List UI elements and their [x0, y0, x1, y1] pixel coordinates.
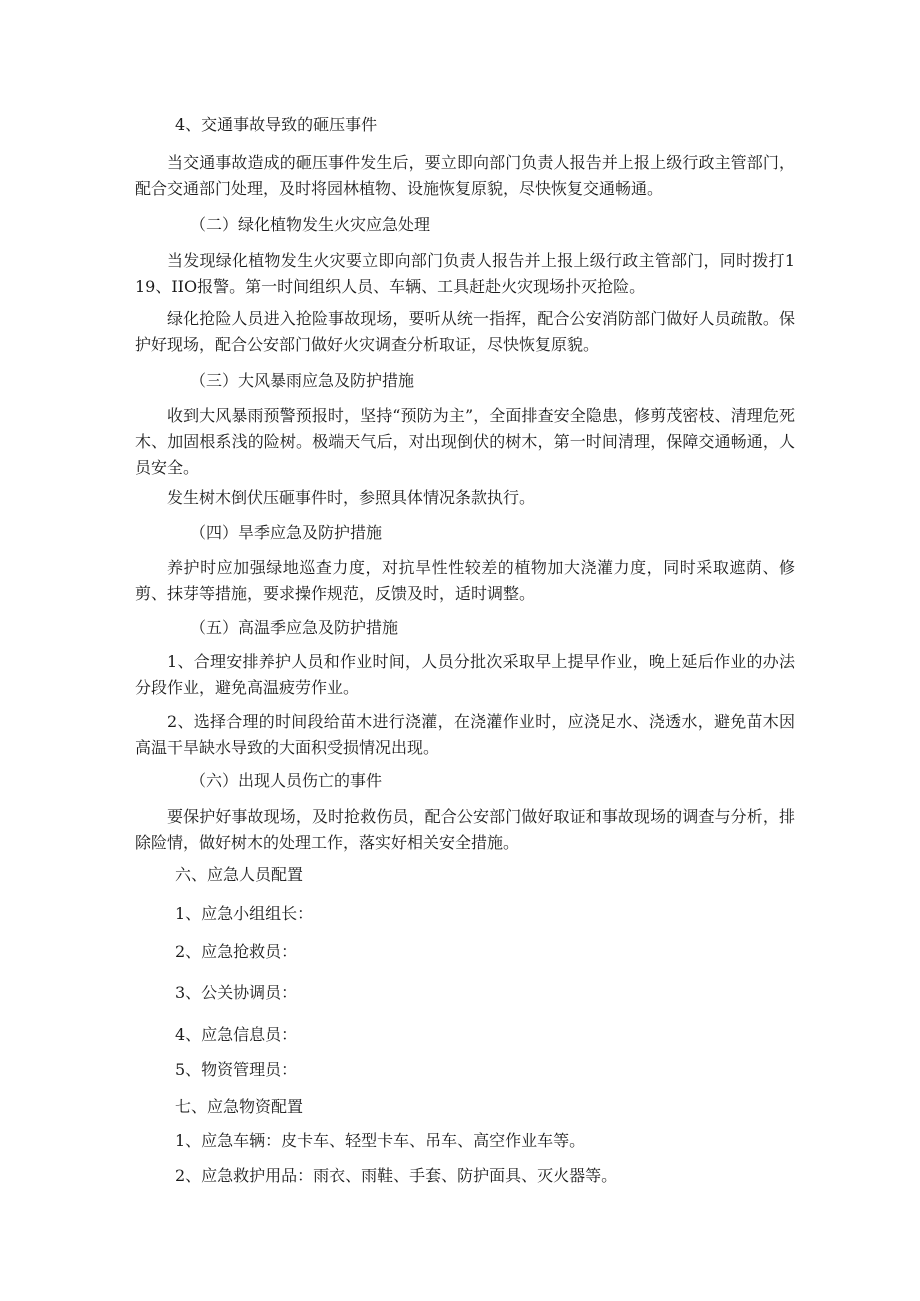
heat-paragraph-1: 1、合理安排养护人员和作业时间，人员分批次采取早上提早作业，晚上延后作业的办法分段作业，避免高温疲劳作业。 — [135, 652, 795, 697]
heat-heading: （五）高温季应急及防护措施 — [190, 618, 399, 637]
material-config-heading: 七、应急物资配置 — [175, 1097, 304, 1116]
staff-item-coordinator: 3、公关协调员： — [175, 983, 298, 1002]
injury-heading: （六）出现人员伤亡的事件 — [190, 771, 383, 790]
staff-item-material-manager: 5、物资管理员： — [175, 1060, 298, 1079]
material-item-supplies: 2、应急救护用品：雨衣、雨鞋、手套、防护面具、灭火器等。 — [175, 1166, 618, 1185]
fire-paragraph-2: 绿化抢险人员进入抢险事故现场，要听从统一指挥，配合公安消防部门做好人员疏散。保护好现场，配合公安部门做好火灾调查分析取证，尽快恢复原貌。 — [135, 309, 795, 354]
fire-paragraph-1: 当发现绿化植物发生火灾要立即向部门负责人报告并上报上级行政主管部门，同时拨打119、IIO报警。第一时间组织人员、车辆、工具赶赴火灾现场扑灭抢险。 — [135, 251, 795, 296]
traffic-accident-paragraph: 当交通事故造成的砸压事件发生后，要立即向部门负责人报告并上报上级行政主管部门，配合交通部门处理，及时将园林植物、设施恢复原貌，尽快恢复交通畅通。 — [135, 153, 795, 198]
traffic-accident-heading: 4、交通事故导致的砸压事件 — [175, 115, 378, 134]
heat-paragraph-2: 2、选择合理的时间段给苗木进行浇灌，在浇灌作业时，应浇足水、浇透水，避免苗木因高温干旱缺水导致的大面积受损情况出现。 — [135, 712, 795, 757]
material-item-vehicles: 1、应急车辆：皮卡车、轻型卡车、吊车、高空作业车等。 — [175, 1131, 586, 1150]
staff-item-rescuer: 2、应急抢救员： — [175, 942, 298, 961]
staff-item-leader: 1、应急小组组长： — [175, 904, 314, 923]
storm-paragraph-2: 发生树木倒伏压砸事件时，参照具体情况条款执行。 — [167, 488, 536, 507]
injury-paragraph: 要保护好事故现场，及时抢救伤员，配合公安部门做好取证和事故现场的调查与分析，排除险情，做好树木的处理工作，落实好相关安全措施。 — [135, 807, 795, 852]
drought-heading: （四）旱季应急及防护措施 — [190, 523, 383, 542]
staff-config-heading: 六、应急人员配置 — [175, 865, 304, 884]
storm-heading: （三）大风暴雨应急及防护措施 — [190, 371, 415, 390]
fire-heading: （二）绿化植物发生火灾应急处理 — [190, 215, 431, 234]
drought-paragraph: 养护时应加强绿地巡查力度，对抗旱性性较差的植物加大浇灌力度，同时采取遮荫、修剪、抹芽等措施，要求操作规范，反馈及时，适时调整。 — [135, 558, 795, 603]
staff-item-info-officer: 4、应急信息员： — [175, 1025, 298, 1044]
storm-paragraph-1: 收到大风暴雨预警预报时，坚持“预防为主”，全面排查安全隐患，修剪茂密枝、清理危死木、加固根系浅的险树。极端天气后，对出现倒伏的树木，第一时间清理，保障交通畅通，人员安全。 — [135, 406, 795, 477]
